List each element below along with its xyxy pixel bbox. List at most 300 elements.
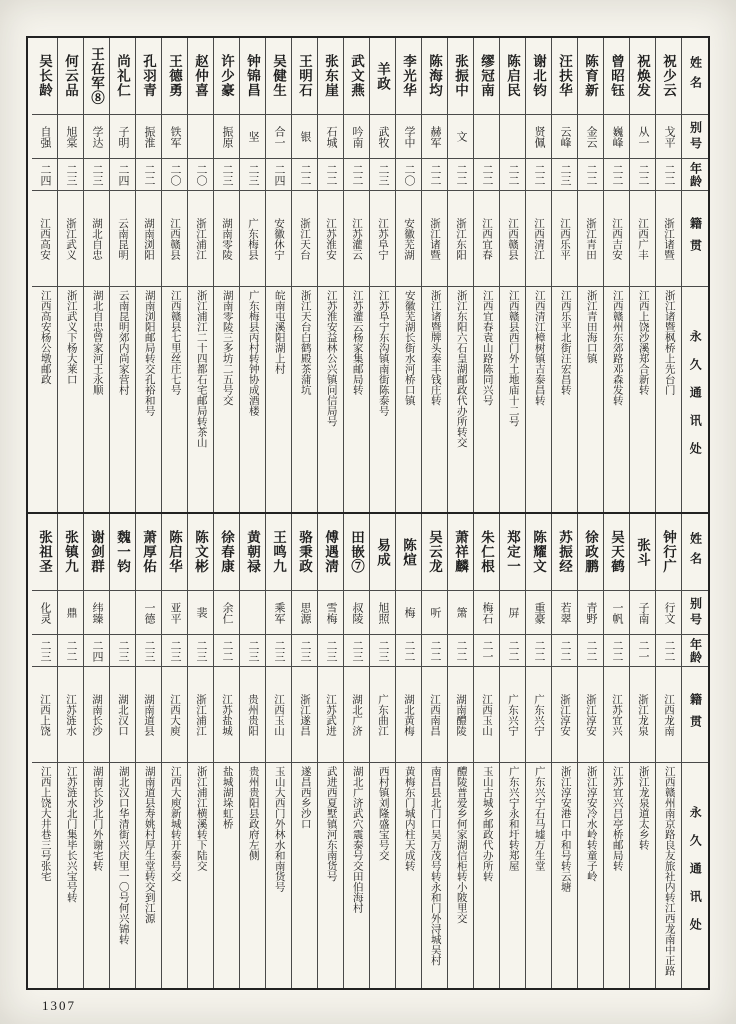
person-alias: 旭照 bbox=[370, 590, 395, 634]
person-name: 王德勇 bbox=[167, 54, 182, 98]
person-native: 广东兴宁 bbox=[500, 666, 525, 762]
person-entry bbox=[370, 514, 396, 988]
person-address: 玉山大西门外林水和南货号 bbox=[266, 762, 291, 988]
person-native: 广东梅县 bbox=[240, 190, 265, 286]
person-address: 湖南浏阳邮局转交孔裕和号 bbox=[136, 286, 161, 512]
person-alias: 振原 bbox=[214, 114, 239, 158]
person-name: 田嵌⑦ bbox=[349, 530, 364, 574]
person-name: 羊政 bbox=[375, 61, 390, 91]
person-native: 江西玉山 bbox=[474, 666, 499, 762]
person-address: 江苏灌云杨家集邮局转 bbox=[344, 286, 369, 512]
person-native: 浙江诸暨 bbox=[656, 190, 681, 286]
person-alias bbox=[240, 590, 265, 634]
person-entry bbox=[448, 514, 474, 988]
person-address: 江西赣县西门外土地庙十二号 bbox=[500, 286, 525, 512]
person-entry bbox=[110, 38, 136, 512]
person-native: 浙江青田 bbox=[578, 190, 603, 286]
column-header-alias: 别号 bbox=[682, 114, 708, 158]
person-name: 张祖圣 bbox=[37, 530, 52, 574]
person-alias: 自强 bbox=[32, 114, 57, 158]
column-header-age: 年龄 bbox=[682, 634, 708, 666]
person-alias bbox=[188, 114, 213, 158]
person-age: 二三 bbox=[110, 634, 135, 666]
person-address: 安徽芜湖长街水河桥口镇 bbox=[396, 286, 421, 512]
column-header-name: 姓名 bbox=[688, 56, 703, 96]
person-entry bbox=[318, 514, 344, 988]
person-alias: 文 bbox=[448, 114, 473, 158]
person-name: 赵仲喜 bbox=[193, 54, 208, 98]
person-entry bbox=[656, 38, 682, 512]
person-alias: 振淮 bbox=[136, 114, 161, 158]
person-address: 浙江淳安港口中和号转云塘 bbox=[552, 762, 577, 988]
person-native: 贵州贵阳 bbox=[240, 666, 265, 762]
person-alias: 裴 bbox=[188, 590, 213, 634]
person-name: 钟行广 bbox=[661, 530, 676, 574]
person-address: 浙江龙泉道太乡转 bbox=[630, 762, 655, 988]
person-entry bbox=[604, 514, 630, 988]
person-name: 王明石 bbox=[297, 54, 312, 98]
person-name: 黄朝禄 bbox=[245, 530, 260, 574]
person-name: 尚礼仁 bbox=[115, 54, 130, 98]
person-native: 江西大庾 bbox=[162, 666, 187, 762]
person-entry bbox=[110, 514, 136, 988]
person-address: 醴陵普爱乡何家湖信柜转小陂里交 bbox=[448, 762, 473, 988]
person-entry bbox=[214, 38, 240, 512]
person-name: 缪冠南 bbox=[479, 54, 494, 98]
person-address: 黄梅东门城内柱天成转 bbox=[396, 762, 421, 988]
person-native: 江苏盐城 bbox=[214, 666, 239, 762]
person-address: 浙江浦江横溪转下陆交 bbox=[188, 762, 213, 988]
person-name: 吴健生 bbox=[271, 54, 286, 98]
person-alias: 铁军 bbox=[162, 114, 187, 158]
person-name: 陈海均 bbox=[427, 54, 442, 98]
person-native: 广东兴宁 bbox=[526, 666, 551, 762]
person-name: 何云品 bbox=[63, 54, 78, 98]
person-entry bbox=[604, 38, 630, 512]
person-address: 盐城湖垛虹桥 bbox=[214, 762, 239, 988]
person-name: 王在军⑧ bbox=[89, 47, 104, 105]
person-alias: 子南 bbox=[630, 590, 655, 634]
directory-section-2 bbox=[28, 512, 708, 988]
person-alias: 化灵 bbox=[32, 590, 57, 634]
person-address: 江西宜春袁山路陈同兴号 bbox=[474, 286, 499, 512]
person-address: 浙江武义下杨大莱口 bbox=[58, 286, 83, 512]
person-entry bbox=[266, 514, 292, 988]
person-address: 江苏淮安益林公兴镇问信局号 bbox=[318, 286, 343, 512]
person-age: 二三 bbox=[84, 158, 109, 190]
person-entry bbox=[188, 38, 214, 512]
person-address: 江西清江樟树镇吉泰昌转 bbox=[526, 286, 551, 512]
person-address: 南昌县北门口吴万茂号转永和门外浔城吴村 bbox=[422, 762, 447, 988]
person-name: 汪扶华 bbox=[557, 54, 572, 98]
person-entry bbox=[162, 514, 188, 988]
person-native: 江西高安 bbox=[32, 190, 57, 286]
person-age: 二二 bbox=[448, 634, 473, 666]
person-address: 西村镇刘隆盛宝号交 bbox=[370, 762, 395, 988]
person-age: 二二 bbox=[630, 158, 655, 190]
person-address: 浙江诸暨牌头泰丰钱庄转 bbox=[422, 286, 447, 512]
person-age: 二二 bbox=[552, 634, 577, 666]
person-alias: 叔陵 bbox=[344, 590, 369, 634]
person-name: 朱仁根 bbox=[479, 530, 494, 574]
person-age: 二二 bbox=[656, 158, 681, 190]
person-alias: 若翠 bbox=[552, 590, 577, 634]
person-entry bbox=[526, 38, 552, 512]
person-native: 湖南长沙 bbox=[84, 666, 109, 762]
person-native: 江苏淮安 bbox=[318, 190, 343, 286]
person-alias: 纬臻 bbox=[84, 590, 109, 634]
person-age: 二四 bbox=[266, 158, 291, 190]
person-native: 江西吉安 bbox=[604, 190, 629, 286]
person-name: 易成 bbox=[375, 537, 390, 567]
person-address: 江西高安杨公墩邮政 bbox=[32, 286, 57, 512]
person-native: 浙江天台 bbox=[292, 190, 317, 286]
column-header-native: 籍贯 bbox=[682, 190, 708, 286]
person-native: 江西宜春 bbox=[474, 190, 499, 286]
person-alias: 余仁 bbox=[214, 590, 239, 634]
person-entry bbox=[630, 38, 656, 512]
column-header-alias: 别号 bbox=[682, 590, 708, 634]
person-address: 江西赣州东郊路邓森发转 bbox=[604, 286, 629, 512]
person-entry bbox=[656, 514, 682, 988]
person-native: 云南昆明 bbox=[110, 190, 135, 286]
column-header-age: 年龄 bbox=[682, 158, 708, 190]
person-age: 二〇 bbox=[162, 158, 187, 190]
person-native: 湖南道县 bbox=[136, 666, 161, 762]
person-address: 浙江东阳六石皇湖邮政代办所转交 bbox=[448, 286, 473, 512]
person-alias: 银 bbox=[292, 114, 317, 158]
person-alias: 思源 bbox=[292, 590, 317, 634]
person-entry bbox=[474, 514, 500, 988]
person-name: 徐政鹏 bbox=[583, 530, 598, 574]
column-header-name: 姓名 bbox=[688, 532, 703, 572]
person-age: 二二 bbox=[526, 158, 551, 190]
person-entry bbox=[58, 514, 84, 988]
person-address: 浙江诸暨枫桥上先台门 bbox=[656, 286, 681, 512]
person-name: 陈煊 bbox=[401, 537, 416, 567]
person-entry bbox=[396, 514, 422, 988]
person-name: 张振中 bbox=[453, 54, 468, 98]
header-column bbox=[682, 514, 708, 988]
person-address: 云南昆明郊内尚家营村 bbox=[110, 286, 135, 512]
person-alias: 梅石 bbox=[474, 590, 499, 634]
person-address: 遂昌西乡沙口 bbox=[292, 762, 317, 988]
person-address: 江西上饶沙溪郑合新转 bbox=[630, 286, 655, 512]
person-entry bbox=[370, 38, 396, 512]
person-native: 江西清江 bbox=[526, 190, 551, 286]
person-native: 江苏阜宁 bbox=[370, 190, 395, 286]
person-address: 浙江天台白鹤殿茶蒲坑 bbox=[292, 286, 317, 512]
person-alias: 从一 bbox=[630, 114, 655, 158]
person-entry bbox=[500, 38, 526, 512]
person-age: 二三 bbox=[32, 634, 57, 666]
person-name: 骆秉政 bbox=[297, 530, 312, 574]
person-age: 二三 bbox=[214, 158, 239, 190]
person-age: 二一 bbox=[474, 634, 499, 666]
person-name: 武文燕 bbox=[349, 54, 364, 98]
person-alias: 箫 bbox=[448, 590, 473, 634]
person-native: 安徽芜湖 bbox=[396, 190, 421, 286]
person-name: 张东崖 bbox=[323, 54, 338, 98]
person-native: 湖南醴陵 bbox=[448, 666, 473, 762]
person-alias: 乘军 bbox=[266, 590, 291, 634]
column-header-address: 永久通讯处 bbox=[682, 762, 708, 988]
person-entry bbox=[396, 38, 422, 512]
person-address: 浙江浦江二十四都石宅邮局转茶山 bbox=[188, 286, 213, 512]
person-entry bbox=[630, 514, 656, 988]
person-alias: 吟南 bbox=[344, 114, 369, 158]
person-native: 江苏灌云 bbox=[344, 190, 369, 286]
person-name: 李光华 bbox=[401, 54, 416, 98]
person-address: 江西赣县七里丝庄七号 bbox=[162, 286, 187, 512]
person-age: 二三 bbox=[292, 634, 317, 666]
person-address: 江苏阜宁东沟镇南街陈泰号 bbox=[370, 286, 395, 512]
person-alias: 一德 bbox=[136, 590, 161, 634]
person-name: 陈育新 bbox=[583, 54, 598, 98]
person-name: 陈文彬 bbox=[193, 530, 208, 574]
person-alias: 坚 bbox=[240, 114, 265, 158]
person-entry bbox=[240, 514, 266, 988]
person-address: 浙江青田海口镇 bbox=[578, 286, 603, 512]
person-age: 二三 bbox=[136, 634, 161, 666]
person-name: 孔羽青 bbox=[141, 54, 156, 98]
person-entry bbox=[214, 514, 240, 988]
person-native: 浙江淳安 bbox=[552, 666, 577, 762]
person-name: 陈启华 bbox=[167, 530, 182, 574]
person-address: 玉山古城乡邮政代办所转 bbox=[474, 762, 499, 988]
person-address: 湖北广济武穴震泰号交田伯海村 bbox=[344, 762, 369, 988]
person-alias: 金云 bbox=[578, 114, 603, 158]
person-name: 谢北钧 bbox=[531, 54, 546, 98]
person-name: 萧祥麟 bbox=[453, 530, 468, 574]
person-age: 二二 bbox=[604, 634, 629, 666]
person-name: 苏振经 bbox=[557, 530, 572, 574]
person-alias: 屏 bbox=[500, 590, 525, 634]
person-alias: 子明 bbox=[110, 114, 135, 158]
column-header-address: 永久通讯处 bbox=[682, 286, 708, 512]
person-age: 二三 bbox=[188, 634, 213, 666]
person-address: 湖北自忠曾家河王永顺 bbox=[84, 286, 109, 512]
person-age: 二二 bbox=[474, 158, 499, 190]
person-alias bbox=[474, 114, 499, 158]
person-name: 吴长龄 bbox=[37, 54, 52, 98]
person-alias: 行文 bbox=[656, 590, 681, 634]
person-address: 江西上饶大井巷三号张宅 bbox=[32, 762, 57, 988]
page-number: 1307 bbox=[42, 998, 76, 1013]
person-name: 祝少云 bbox=[661, 54, 676, 98]
person-age: 二二 bbox=[500, 634, 525, 666]
person-name: 萧厚佑 bbox=[141, 530, 156, 574]
person-address: 浙江淳安冷水岭转童子岭 bbox=[578, 762, 603, 988]
person-age: 二三 bbox=[370, 634, 395, 666]
person-age: 二二 bbox=[58, 634, 83, 666]
person-alias: 一帆 bbox=[604, 590, 629, 634]
person-name: 张斗 bbox=[635, 537, 650, 567]
person-age: 二二 bbox=[578, 634, 603, 666]
person-native: 浙江淳安 bbox=[578, 666, 603, 762]
person-name: 王鸣九 bbox=[271, 530, 286, 574]
person-native: 江西玉山 bbox=[266, 666, 291, 762]
person-entry bbox=[188, 514, 214, 988]
person-native: 湖南零陵 bbox=[214, 190, 239, 286]
person-age: 二二 bbox=[422, 634, 447, 666]
person-address: 武进西夏墅镇河东南货号 bbox=[318, 762, 343, 988]
person-entry bbox=[422, 514, 448, 988]
person-address: 皖南屯溪阳湖上村 bbox=[266, 286, 291, 512]
person-native: 湖北汉口 bbox=[110, 666, 135, 762]
person-name: 吴云龙 bbox=[427, 530, 442, 574]
person-name: 钟锦昌 bbox=[245, 54, 260, 98]
person-address: 江西赣州南京路良友旅社内转江西龙南中正路 bbox=[656, 762, 681, 988]
person-native: 江西龙南 bbox=[656, 666, 681, 762]
person-address: 湖南零陵三多坊二五号交 bbox=[214, 286, 239, 512]
person-age: 二四 bbox=[84, 634, 109, 666]
person-age: 二三 bbox=[318, 634, 343, 666]
person-alias: 听 bbox=[422, 590, 447, 634]
person-native: 浙江遂昌 bbox=[292, 666, 317, 762]
directory-section-1 bbox=[28, 38, 708, 512]
person-native: 江西广丰 bbox=[630, 190, 655, 286]
person-entry bbox=[136, 38, 162, 512]
person-name: 张镇九 bbox=[63, 530, 78, 574]
person-age: 二二 bbox=[656, 634, 681, 666]
person-alias: 云峰 bbox=[552, 114, 577, 158]
person-native: 浙江武义 bbox=[58, 190, 83, 286]
person-alias: 贤佩 bbox=[526, 114, 551, 158]
person-age: 二二 bbox=[344, 158, 369, 190]
person-age: 二三 bbox=[344, 634, 369, 666]
person-age: 二二 bbox=[422, 158, 447, 190]
person-alias: 合一 bbox=[266, 114, 291, 158]
person-alias: 学中 bbox=[396, 114, 421, 158]
person-age: 二四 bbox=[110, 158, 135, 190]
person-name: 曾昭钰 bbox=[609, 54, 624, 98]
person-entry bbox=[136, 514, 162, 988]
person-address: 广东兴宁永和圩转郑屋 bbox=[500, 762, 525, 988]
person-alias: 学达 bbox=[84, 114, 109, 158]
person-entry bbox=[32, 38, 58, 512]
person-entry bbox=[84, 514, 110, 988]
person-alias: 赫军 bbox=[422, 114, 447, 158]
person-age: 二〇 bbox=[188, 158, 213, 190]
person-native: 湖南浏阳 bbox=[136, 190, 161, 286]
person-alias: 青野 bbox=[578, 590, 603, 634]
directory-table bbox=[26, 36, 710, 990]
person-age: 二三 bbox=[240, 634, 265, 666]
person-native: 湖北黄梅 bbox=[396, 666, 421, 762]
person-entry bbox=[266, 38, 292, 512]
person-age: 二一 bbox=[630, 634, 655, 666]
person-native: 江苏涟水 bbox=[58, 666, 83, 762]
person-alias: 梅 bbox=[396, 590, 421, 634]
person-address: 贵州贵阳县政府左侧 bbox=[240, 762, 265, 988]
person-age: 二二 bbox=[500, 158, 525, 190]
person-native: 浙江浦江 bbox=[188, 666, 213, 762]
person-age: 二二 bbox=[578, 158, 603, 190]
person-age: 二二 bbox=[526, 634, 551, 666]
person-address: 湖南长沙北门外谢宅转 bbox=[84, 762, 109, 988]
person-name: 徐春康 bbox=[219, 530, 234, 574]
person-entry bbox=[344, 38, 370, 512]
person-name: 谢剑群 bbox=[89, 530, 104, 574]
person-age: 二二 bbox=[604, 158, 629, 190]
person-address: 湖南道县寿姚村厚生堂转交到江源 bbox=[136, 762, 161, 988]
person-alias: 旭棠 bbox=[58, 114, 83, 158]
person-entry bbox=[552, 514, 578, 988]
person-name: 吴天鹤 bbox=[609, 530, 624, 574]
person-age: 二二 bbox=[292, 158, 317, 190]
person-alias bbox=[110, 590, 135, 634]
person-native: 湖北广济 bbox=[344, 666, 369, 762]
person-native: 安徽休宁 bbox=[266, 190, 291, 286]
person-alias: 鼎 bbox=[58, 590, 83, 634]
person-entry bbox=[422, 38, 448, 512]
person-name: 祝焕发 bbox=[635, 54, 650, 98]
person-address: 江西大庾新城转开泰号交 bbox=[162, 762, 187, 988]
person-entry bbox=[526, 514, 552, 988]
person-name: 郑定一 bbox=[505, 530, 520, 574]
person-entry bbox=[552, 38, 578, 512]
person-age: 二四 bbox=[32, 158, 57, 190]
person-native: 江西南昌 bbox=[422, 666, 447, 762]
person-name: 许少豪 bbox=[219, 54, 234, 98]
person-alias: 戈平 bbox=[656, 114, 681, 158]
person-name: 傅遇淸 bbox=[323, 530, 338, 574]
person-entry bbox=[578, 38, 604, 512]
page-footer bbox=[26, 998, 710, 1014]
person-entry bbox=[578, 514, 604, 988]
person-native: 浙江东阳 bbox=[448, 190, 473, 286]
person-entry bbox=[240, 38, 266, 512]
person-native: 江苏宜兴 bbox=[604, 666, 629, 762]
person-alias: 石城 bbox=[318, 114, 343, 158]
person-native: 江西乐平 bbox=[552, 190, 577, 286]
person-address: 湖北汉口华清街兴庆里一〇号何兴锦转 bbox=[110, 762, 135, 988]
person-entry bbox=[448, 38, 474, 512]
person-native: 湖北自忠 bbox=[84, 190, 109, 286]
person-alias: 武牧 bbox=[370, 114, 395, 158]
person-entry bbox=[84, 38, 110, 512]
person-name: 陈耀文 bbox=[531, 530, 546, 574]
person-entry bbox=[32, 514, 58, 988]
person-age: 二二 bbox=[448, 158, 473, 190]
person-address: 江西乐平北街汪宏昌转 bbox=[552, 286, 577, 512]
person-age: 二二 bbox=[214, 634, 239, 666]
person-age: 二三 bbox=[266, 634, 291, 666]
person-age: 二三 bbox=[370, 158, 395, 190]
person-alias: 亚平 bbox=[162, 590, 187, 634]
person-alias bbox=[500, 114, 525, 158]
person-native: 广东曲江 bbox=[370, 666, 395, 762]
column-header-native: 籍贯 bbox=[682, 666, 708, 762]
person-native: 浙江诸暨 bbox=[422, 190, 447, 286]
person-alias: 雪梅 bbox=[318, 590, 343, 634]
person-address: 江苏宜兴吕亭桥邮局转 bbox=[604, 762, 629, 988]
person-address: 广东梅县丙村转钟协成酒楼 bbox=[240, 286, 265, 512]
person-age: 二三 bbox=[58, 158, 83, 190]
person-native: 江西赣县 bbox=[162, 190, 187, 286]
person-address: 江苏涟水北门集毕长兴宝号转 bbox=[58, 762, 83, 988]
person-entry bbox=[162, 38, 188, 512]
person-alias: 巍峰 bbox=[604, 114, 629, 158]
person-entry bbox=[292, 38, 318, 512]
person-entry bbox=[292, 514, 318, 988]
person-age: 二三 bbox=[162, 634, 187, 666]
person-native: 江西上饶 bbox=[32, 666, 57, 762]
person-entry bbox=[474, 38, 500, 512]
header-column bbox=[682, 38, 708, 512]
person-alias: 重豪 bbox=[526, 590, 551, 634]
